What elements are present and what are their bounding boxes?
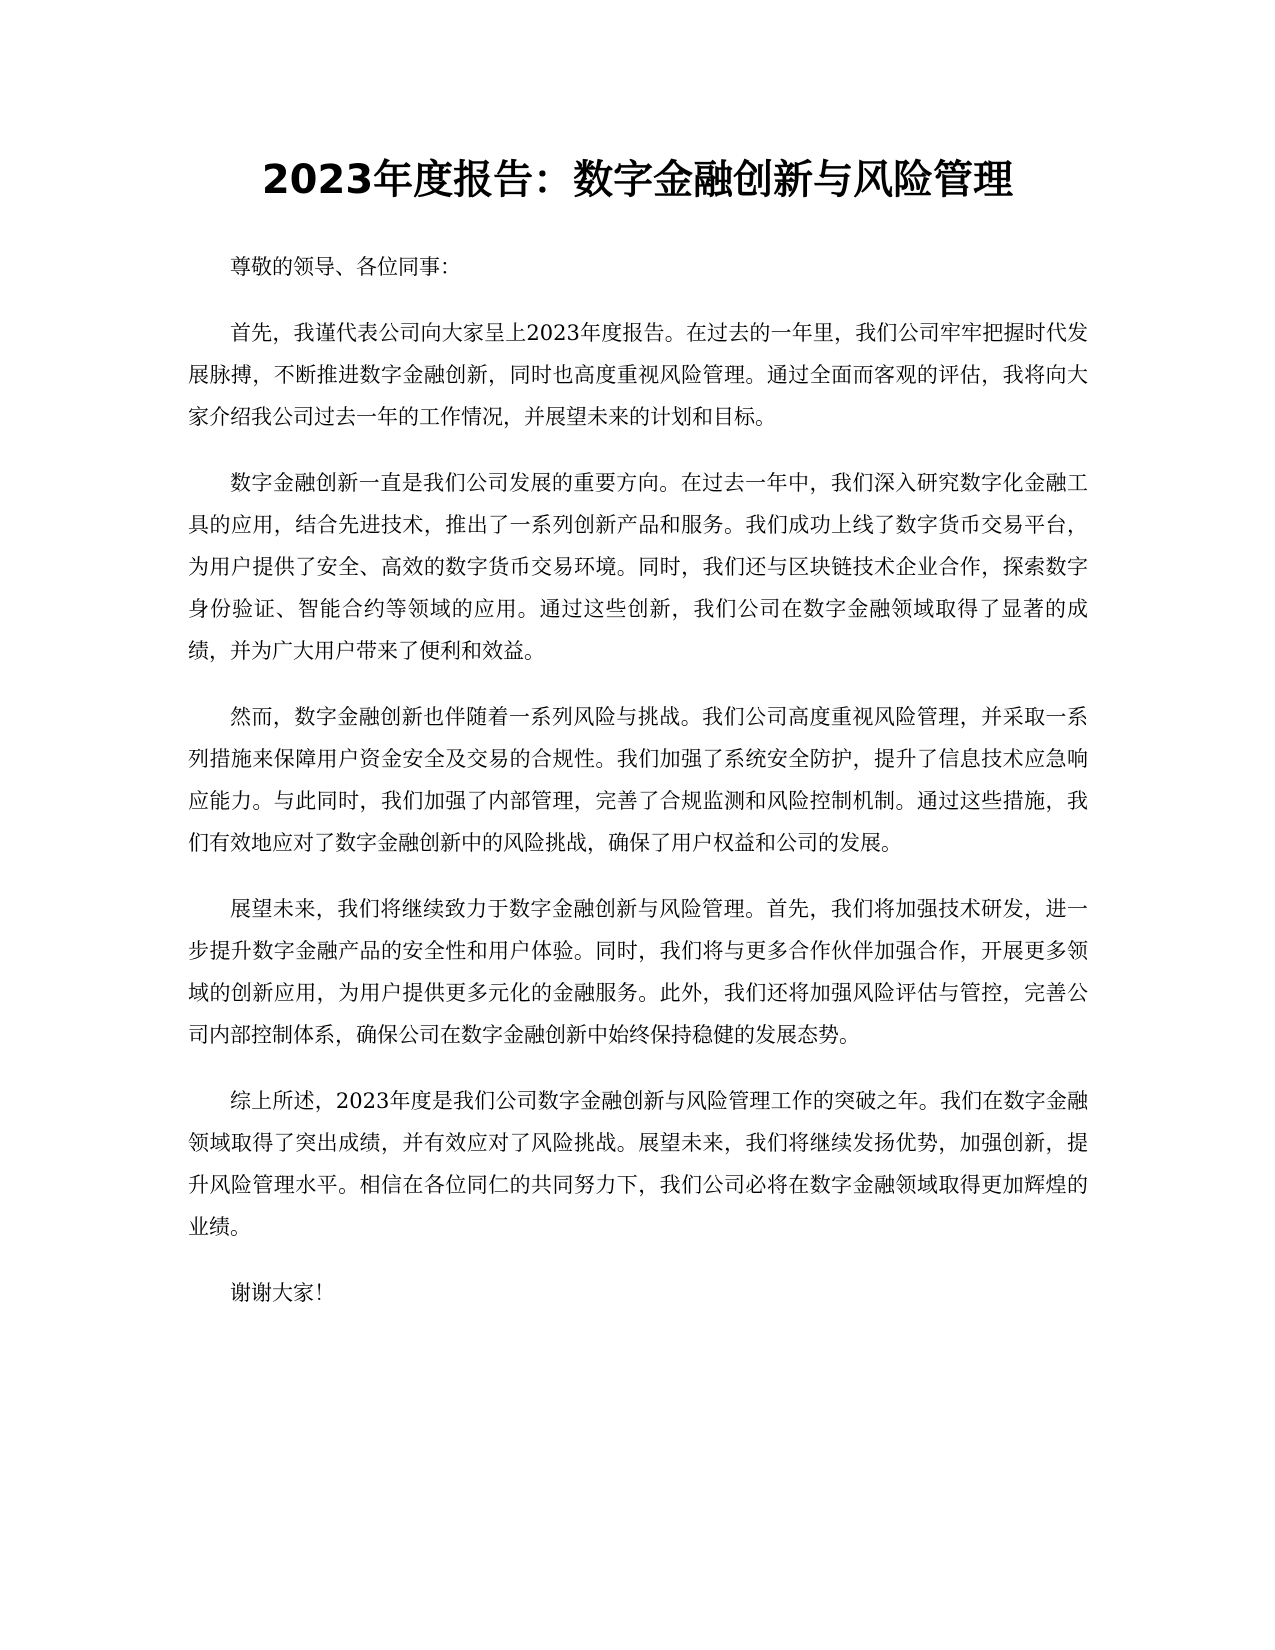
body-paragraph: 综上所述，2023年度是我们公司数字金融创新与风险管理工作的突破之年。我们在数字金融领域取得了突出成绩，并有效应对了风险挑战。展望未来，我们将继续发扬优势，加强创新，提升风险管理水平。相信在各位同仁的共同努力下，我们公司必将在数字金融领域取得更加辉煌的业绩。 <box>188 1089 1088 1239</box>
greeting-paragraph: 尊敬的领导、各位同事： <box>230 255 461 279</box>
closing-paragraph: 谢谢大家！ <box>230 1281 335 1305</box>
body-paragraph: 数字金融创新一直是我们公司发展的重要方向。在过去一年中，我们深入研究数字化金融工具的应用，结合先进技术，推出了一系列创新产品和服务。我们成功上线了数字货币交易平台，为用户提供了安全、高效的数字货币交易环境。同时，我们还与区块链技术企业合作，探索数字身份验证、智能合约等领域的应用。通过这些创新，我们公司在数字金融领域取得了显著的成绩，并为广大用户带来了便利和效益。 <box>188 471 1088 663</box>
body-paragraph: 然而，数字金融创新也伴随着一系列风险与挑战。我们公司高度重视风险管理，并采取一系列措施来保障用户资金安全及交易的合规性。我们加强了系统安全防护，提升了信息技术应急响应能力。与此同时，我们加强了内部管理，完善了合规监测和风险控制机制。通过这些措施，我们有效地应对了数字金融创新中的风险挑战，确保了用户权益和公司的发展。 <box>188 705 1088 855</box>
body-paragraph: 展望未来，我们将继续致力于数字金融创新与风险管理。首先，我们将加强技术研发，进一步提升数字金融产品的安全性和用户体验。同时，我们将与更多合作伙伴加强合作，开展更多领域的创新应用，为用户提供更多元化的金融服务。此外，我们还将加强风险评估与管控，完善公司内部控制体系，确保公司在数字金融创新中始终保持稳健的发展态势。 <box>188 897 1088 1047</box>
body-paragraph: 首先，我谨代表公司向大家呈上2023年度报告。在过去的一年里，我们公司牢牢把握时代发展脉搏，不断推进数字金融创新，同时也高度重视风险管理。通过全面而客观的评估，我将向大家介绍我公司过去一年的工作情况，并展望未来的计划和目标。 <box>188 321 1088 429</box>
document-body <box>188 246 1088 1338</box>
document-title: 2023年度报告：数字金融创新与风险管理 <box>261 157 1014 203</box>
